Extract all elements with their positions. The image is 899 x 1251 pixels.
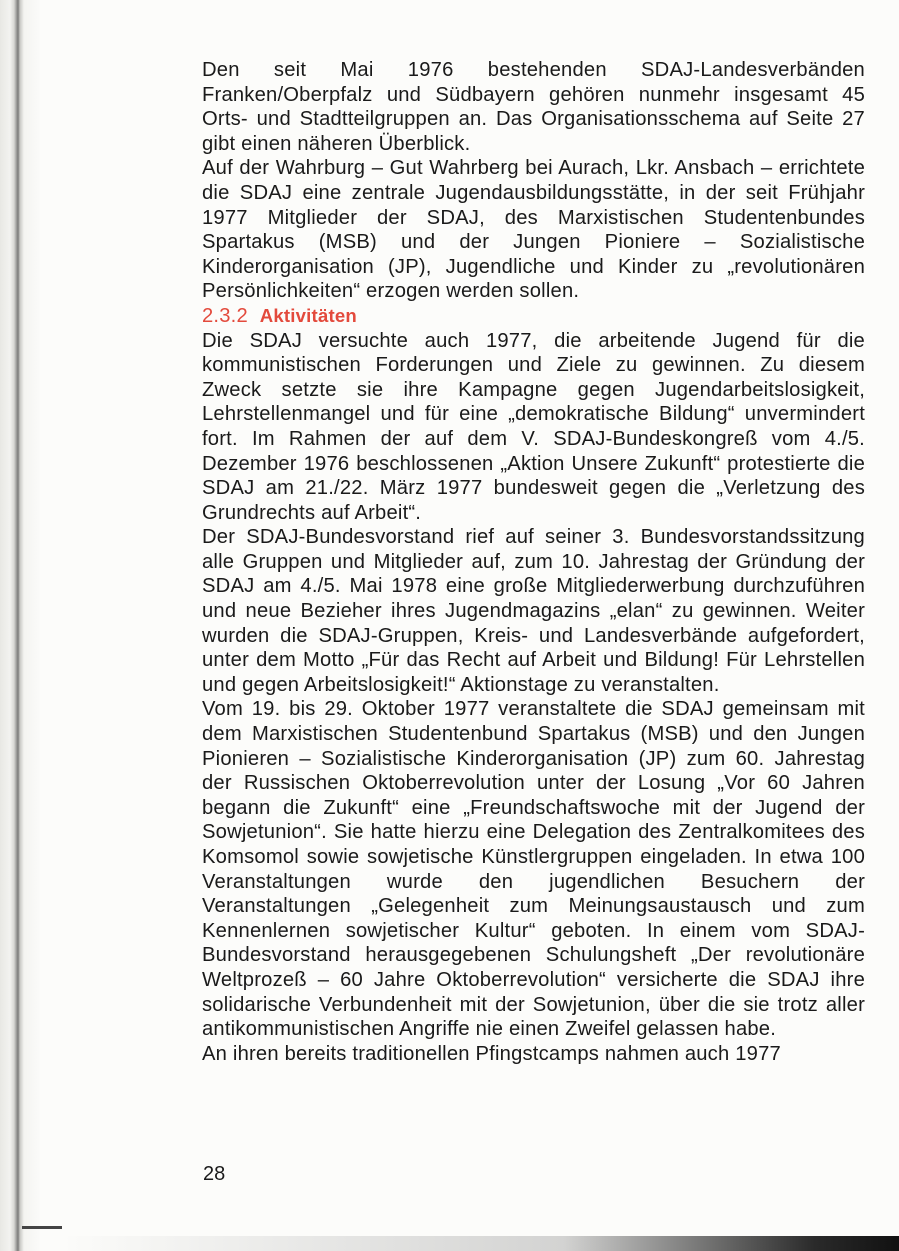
book-binding-edge <box>0 0 40 1251</box>
paragraph: Der SDAJ-Bundesvorstand rief auf seiner 3. Bundesvorstandssitzung alle Gruppen und Mitglieder auf, zum 10. Jahrestag der Gründung der SDAJ am 4./5. Mai 1978 eine große Mitgliederwerbung durchzuführen und neue Bezieher ihres Jugendmagazins „elan“ zu gewinnen. Weiter wurden die SDAJ-Gruppen, Kreis- und Landesverbände aufgefordert, unter dem Motto „Für das Recht auf Arbeit und Bildung! Für Lehrstellen und gegen Arbeitslosigkeit!“ Aktionstage zu veranstalten. <box>202 526 865 696</box>
section-heading <box>202 304 865 329</box>
page-bottom-edge <box>60 1236 899 1251</box>
section-title: Aktivitäten <box>259 304 357 326</box>
body-text <box>202 58 865 1066</box>
paragraph: Die SDAJ versuchte auch 1977, die arbeitende Jugend für die kommunistischen Forderungen und Ziele zu gewinnen. Zu diesem Zweck setzte sie ihre Kampagne gegen Jugendarbeitslosigkeit, Lehrstellenmangel und für eine „demokratische Bildung“ unvermindert fort. Im Rahmen der auf dem V. SDAJ-Bundeskongreß vom 4./5. Dezember 1976 beschlossenen „Aktion Unsere Zukunft“ protestierte die SDAJ am 21./22. März 1977 bundesweit gegen die „Verletzung des Grundrechts auf Arbeit“. <box>202 329 865 524</box>
paragraph: Auf der Wahrburg – Gut Wahrberg bei Aurach, Lkr. Ansbach – errichtete die SDAJ eine zentrale Jugendausbildungsstätte, in der seit Frühjahr 1977 Mitglieder der SDAJ, des Marxistischen Studentenbundes Spartakus (MSB) und der Jungen Pioniere – Sozialistische Kinderorganisation (JP), Jugendliche und Kinder zu „revolutionären Persönlichkeiten“ erzogen werden sollen. <box>202 157 865 303</box>
section-number: 2.3.2 <box>202 304 248 327</box>
page-number: 28 <box>203 1163 226 1185</box>
paragraph: Den seit Mai 1976 bestehenden SDAJ-Landesverbänden Franken/Oberpfalz und Südbayern gehören nunmehr insgesamt 45 Orts- und Stadtteilgruppen an. Das Organisationsschema auf Seite 27 gibt einen näheren Überblick. <box>202 59 865 155</box>
paragraph: An ihren bereits traditionellen Pfingstcamps nahmen auch 1977 <box>202 1042 781 1065</box>
paragraph: Vom 19. bis 29. Oktober 1977 veranstaltete die SDAJ gemeinsam mit dem Marxistischen Studentenbund Spartakus (MSB) und den Jungen Pionieren – Sozialistische Kinderorganisation (JP) zum 60. Jahrestag der Russischen Oktoberrevolution unter der Losung „Vor 60 Jahren begann die Zukunft“ eine „Freundschaftswoche mit der Jugend der Sowjetunion“. Sie hatte hierzu eine Delegation des Zentralkomitees des Komsomol sowie sowjetische Künstlergruppen eingeladen. In etwa 100 Veranstaltungen wurde den jugendlichen Besuchern der Veranstaltungen „Gelegenheit zum Meinungsaustausch und zum Kennenlernen sowjetischer Kultur“ geboten. In einem vom SDAJ-Bundesvorstand herausgegebenen Schulungsheft „Der revolutionäre Weltprozeß – 60 Jahre Oktoberrevolution“ versicherte die SDAJ ihre solidarische Verbundenheit mit der Sowjetunion, über die sie trotz aller antikommunistischen Angriffe nie einen Zweifel gelassen habe. <box>202 698 865 1041</box>
binding-mark <box>22 1226 62 1229</box>
